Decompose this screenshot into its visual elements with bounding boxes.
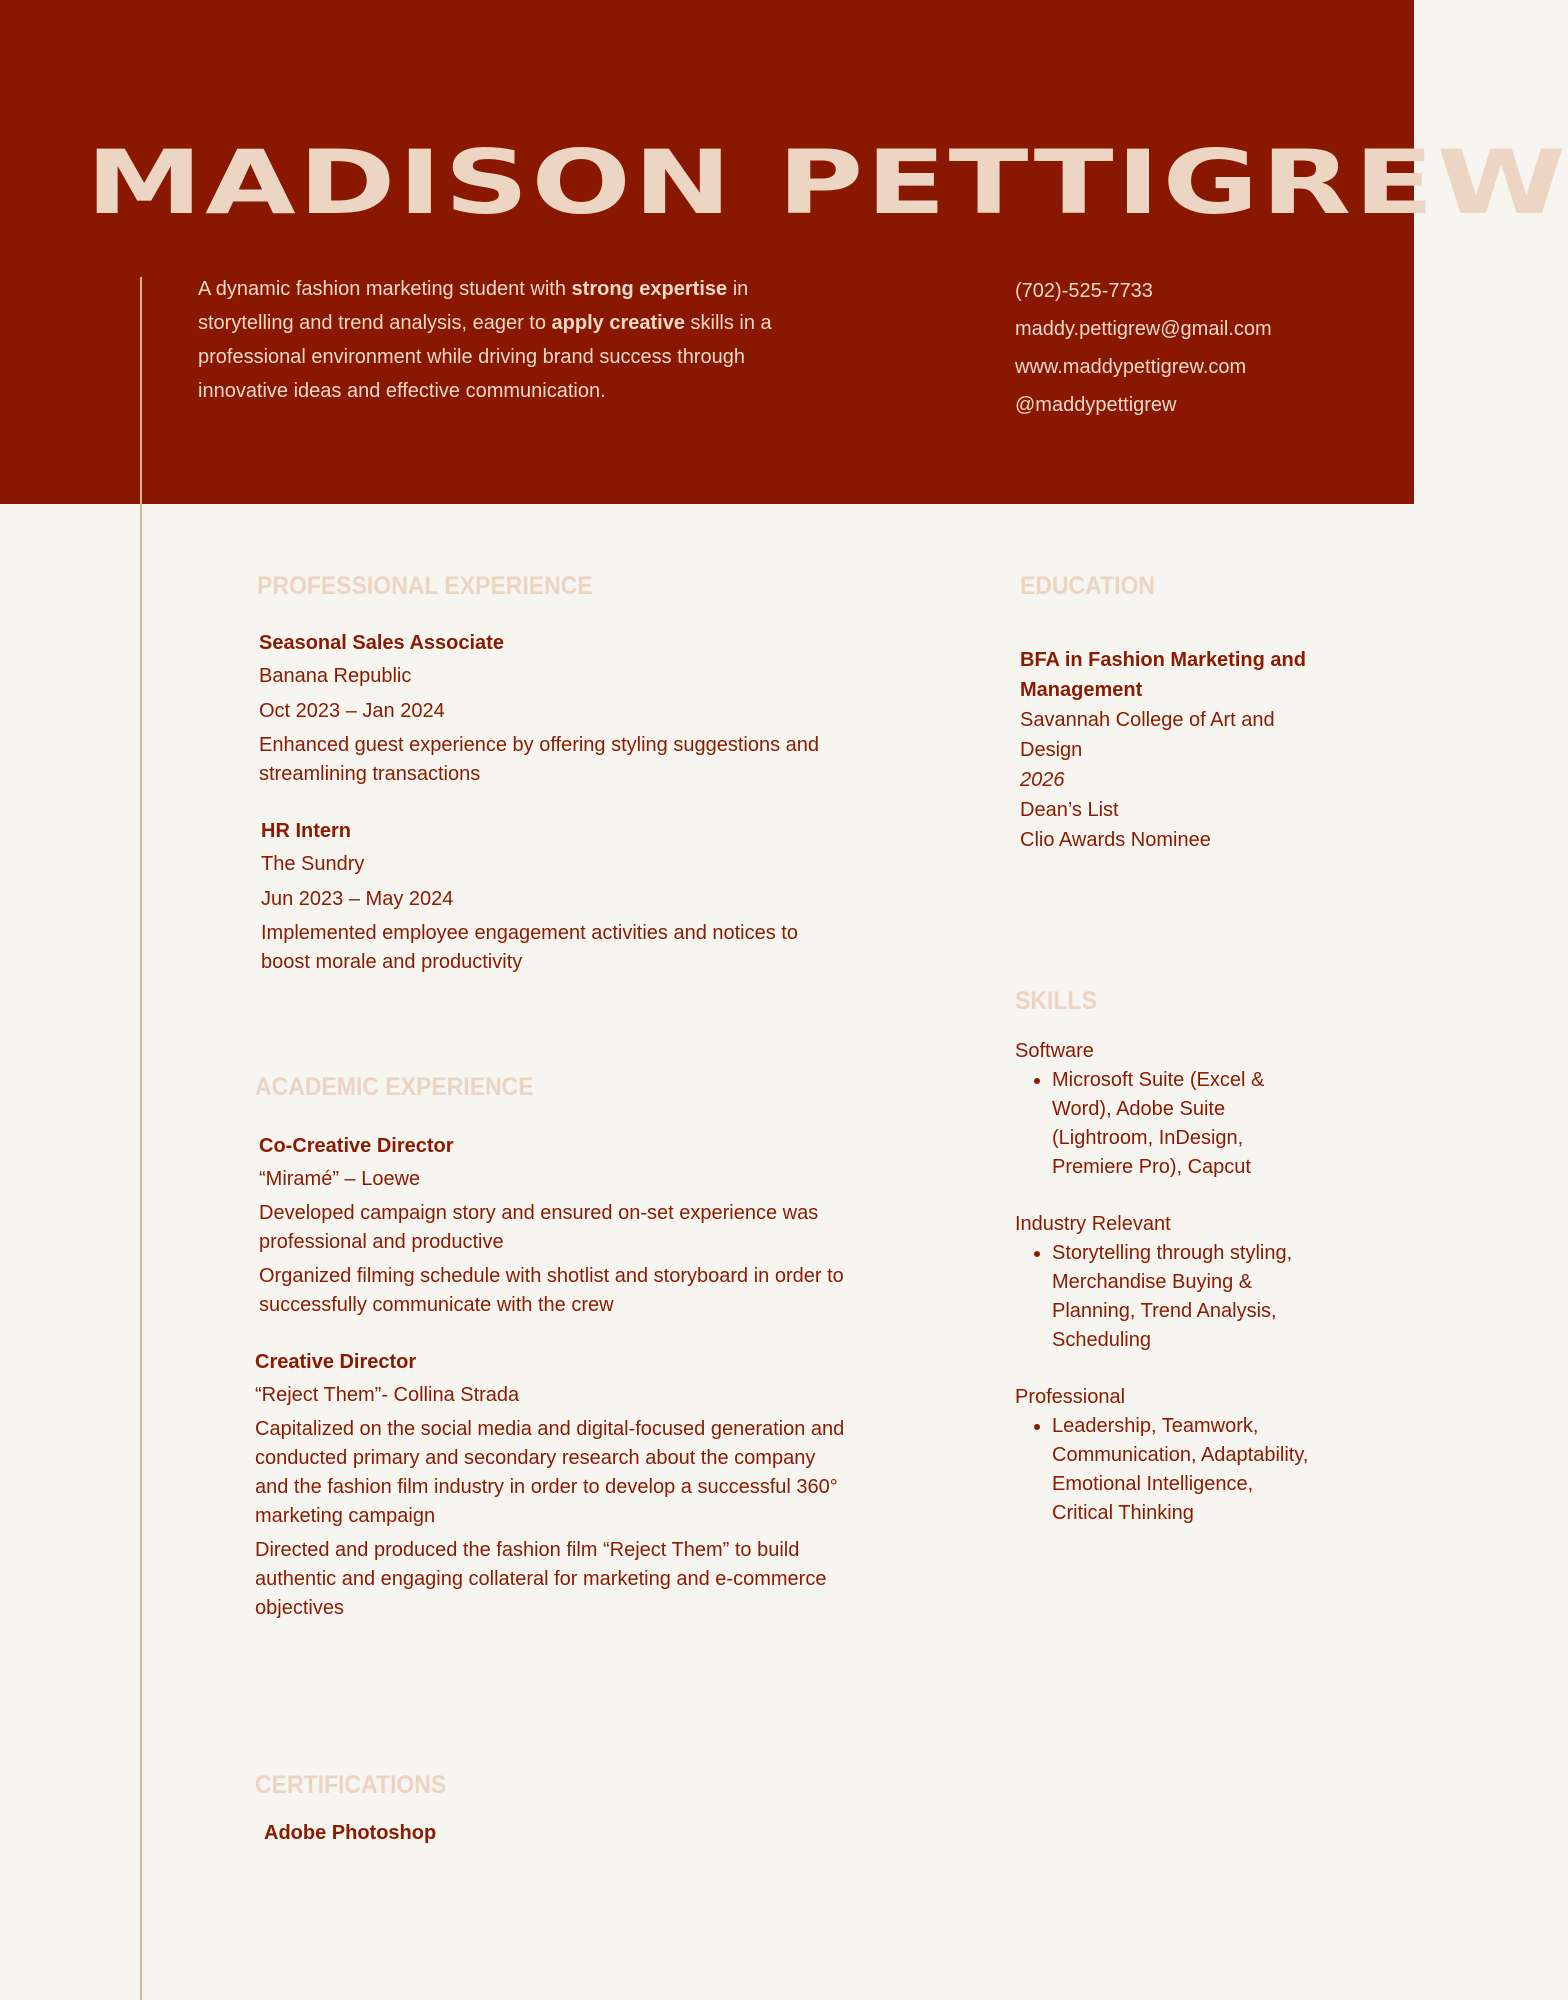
academic-description: Organized filming schedule with shotlist and storyboard in order to successfully communicate with the crew [259, 1265, 844, 1316]
skill-group-name: Professional [1015, 1386, 1126, 1408]
job-title: HR Intern [261, 820, 351, 842]
summary-text-2: in storytelling and trend analysis, eager to [198, 278, 749, 334]
honor: Dean’s List [1020, 799, 1119, 821]
academic-description: Directed and produced the fashion film “Reject Them” to build authentic and engaging collateral for marketing and e-commerce objectives [255, 1539, 827, 1619]
job-dates: Oct 2023 – Jan 2024 [259, 700, 445, 722]
academic-entry [255, 1348, 845, 1623]
honor: Clio Awards Nominee [1020, 829, 1211, 851]
job-description: Implemented employee engagement activities and notices to boost morale and productivity [261, 922, 798, 973]
website-link: www.maddypettigrew.com [1015, 356, 1247, 378]
skill-item: • Microsoft Suite (Excel & Word), Adobe Suite (Lightroom, InDesign, Premiere Pro), Capcut [1052, 1066, 1315, 1182]
email-address: maddy.pettigrew@gmail.com [1015, 318, 1272, 340]
job-company: The Sundry [261, 853, 365, 875]
skill-group-name: Software [1015, 1040, 1094, 1062]
degree: BFA in Fashion Marketing and Management [1020, 649, 1306, 701]
certification-item: Adobe Photoshop [264, 1822, 437, 1844]
phone-number: (702)-525-7733 [1015, 280, 1153, 302]
academic-description: Developed campaign story and ensured on-set experience was professional and productive [259, 1202, 819, 1253]
job-description: Enhanced guest experience by offering styling suggestions and streamlining transactions [259, 734, 820, 785]
job-dates: Jun 2023 – May 2024 [261, 888, 454, 910]
skill-group-name: Industry Relevant [1015, 1213, 1171, 1235]
school: Savannah College of Art and Design [1020, 709, 1275, 761]
job-title: Seasonal Sales Associate [259, 632, 504, 654]
education-heading: EDUCATION [1020, 572, 1156, 600]
professional-experience-heading: PROFESSIONAL EXPERIENCE [257, 572, 593, 600]
header-banner [0, 0, 1568, 504]
skill-bullets [1015, 1239, 1315, 1355]
academic-role: Co-Creative Director [259, 1135, 454, 1157]
academic-project: “Miramé” – Loewe [259, 1168, 421, 1190]
job-company: Banana Republic [259, 665, 412, 687]
contact-info [1015, 272, 1355, 424]
summary-emphasis-2: apply creative [551, 312, 685, 334]
job-entry [261, 817, 851, 977]
profile-summary [198, 272, 778, 408]
certifications-heading: CERTIFICATIONS [255, 1771, 447, 1799]
skill-group [1015, 1210, 1315, 1355]
academic-description: Capitalized on the social media and digital-focused generation and conducted primary and secondary research about the company and the fashion film industry in order to develop a successful 360° marketing campaign [255, 1418, 845, 1527]
social-handle: @maddypettigrew [1015, 394, 1177, 416]
skills-heading: SKILLS [1015, 987, 1097, 1015]
skill-group [1015, 1037, 1315, 1182]
graduation-year: 2026 [1020, 769, 1065, 791]
skill-group [1015, 1383, 1315, 1528]
summary-text-3: skills in a professional environment while driving brand success through innovative ideas and effective communication. [198, 312, 772, 402]
vertical-rule [140, 277, 142, 2000]
summary-text-1: A dynamic fashion marketing student with [198, 278, 572, 300]
skill-item: • Storytelling through styling, Merchandise Buying & Planning, Trend Analysis, Scheduling [1052, 1239, 1315, 1355]
summary-emphasis-1: strong expertise [571, 278, 728, 300]
academic-project: “Reject Them”- Collina Strada [255, 1384, 520, 1406]
academic-experience-heading: ACADEMIC EXPERIENCE [255, 1073, 534, 1101]
candidate-name: MADISON PETTIGREW [86, 131, 1568, 234]
education-entry [1020, 645, 1330, 855]
academic-role: Creative Director [255, 1351, 417, 1373]
skill-item: • Leadership, Teamwork, Communication, Adaptability, Emotional Intelligence, Critical Thinking [1052, 1412, 1315, 1528]
academic-entry [259, 1132, 849, 1320]
job-entry [259, 629, 849, 789]
skill-bullets [1015, 1412, 1315, 1528]
skill-bullets [1015, 1066, 1315, 1182]
skills-list [1015, 1037, 1315, 1556]
